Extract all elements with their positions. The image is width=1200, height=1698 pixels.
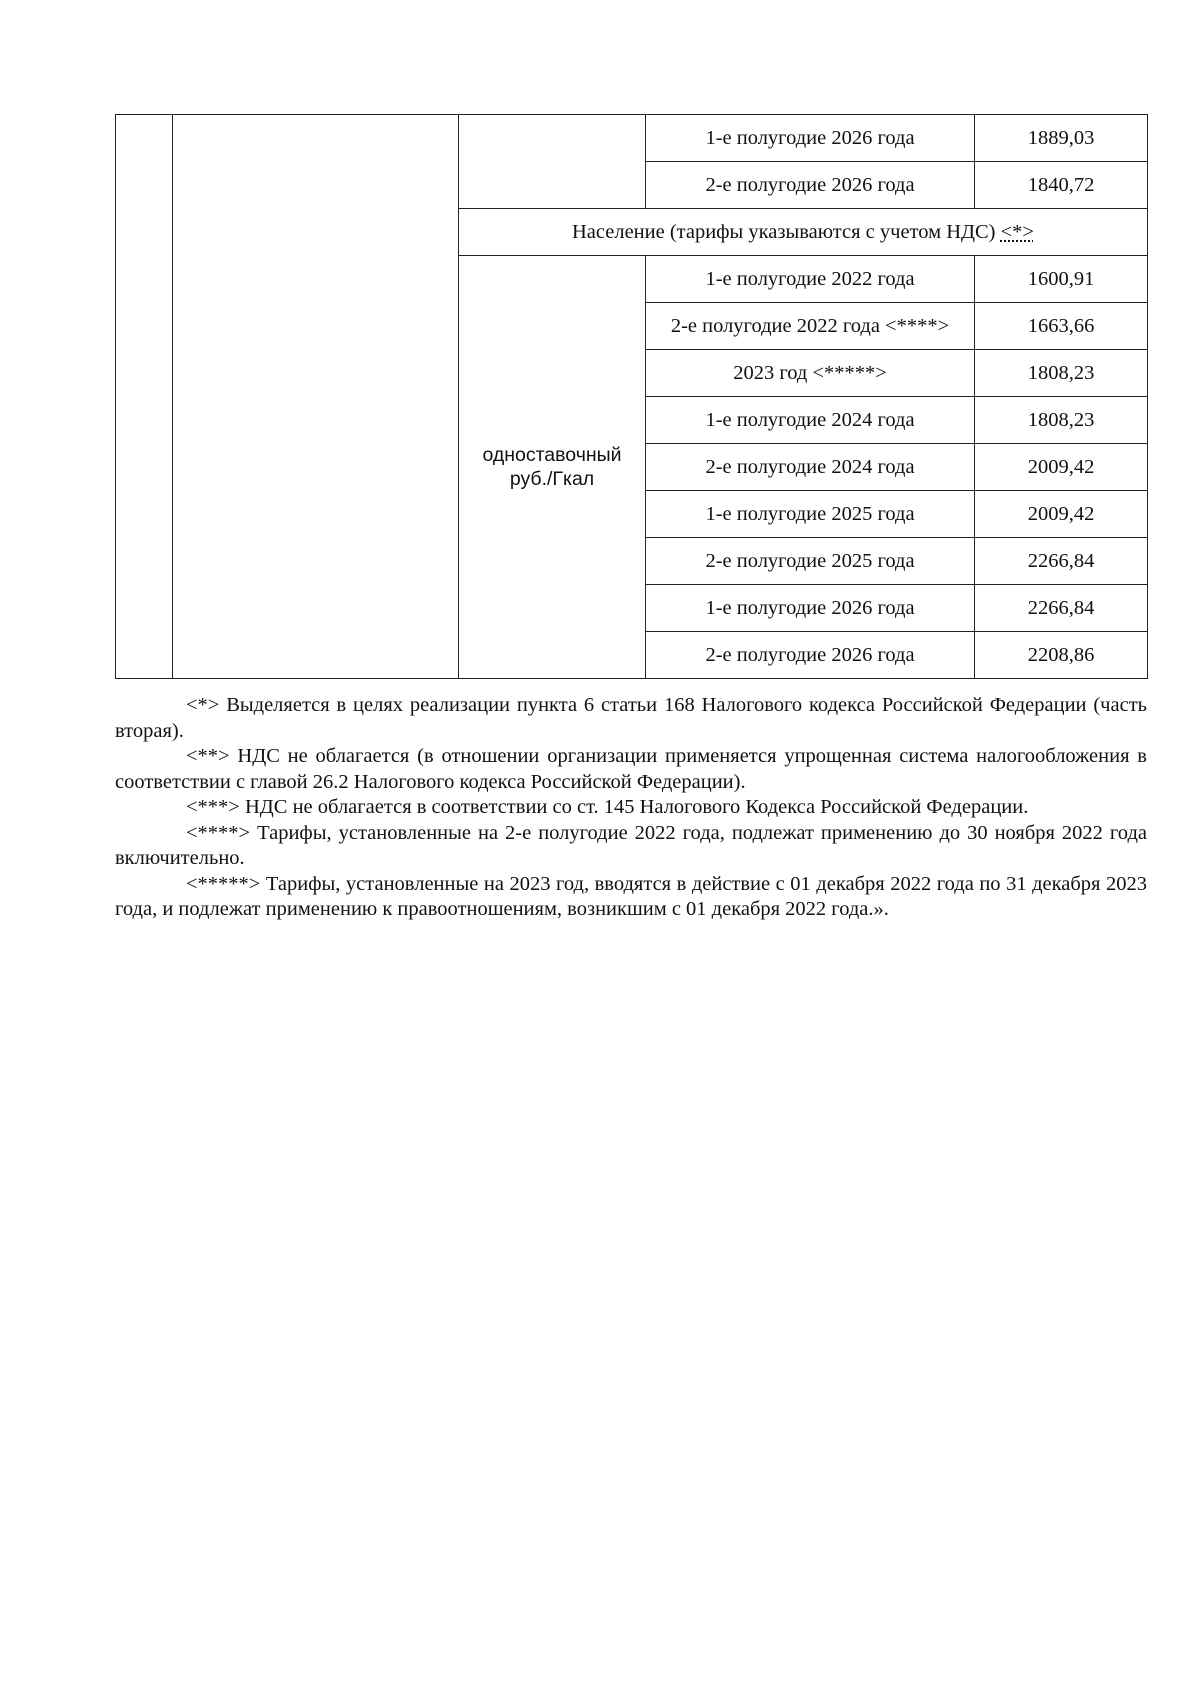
table-cell-period: 1-е полугодие 2026 года <box>646 115 975 162</box>
table-cell-organization <box>173 115 459 679</box>
table-cell-number <box>116 115 173 679</box>
table-cell-period: 2-е полугодие 2026 года <box>646 162 975 209</box>
table-cell-tariff-type <box>459 256 646 679</box>
table-row <box>116 115 1148 162</box>
table-cell-value: 2009,42 <box>975 491 1148 538</box>
tariff-unit-label: руб./Гкал <box>509 468 595 490</box>
table-cell-period: 1-е полугодие 2022 года <box>646 256 975 303</box>
table-cell-period: 1-е полугодие 2026 года <box>646 585 975 632</box>
table-cell-period: 1-е полугодие 2024 года <box>646 397 975 444</box>
table-cell-value: 2208,86 <box>975 632 1148 679</box>
footnote: <***> НДС не облагается в соответствии со ст. 145 Налогового Кодекса Российской Федерации. <box>186 796 1029 818</box>
table-cell-value: 2266,84 <box>975 538 1148 585</box>
footnote: <**> НДС не облагается (в отношении организации применяется упрощенная система налогообложения в соответствии с главой 26.2 Налогового кодекса Российской Федерации). <box>115 745 1147 793</box>
table-cell-value: 2009,42 <box>975 444 1148 491</box>
table-cell-period: 1-е полугодие 2025 года <box>646 491 975 538</box>
table-cell-period: 2-е полугодие 2026 года <box>646 632 975 679</box>
table-cell-tariff-type <box>459 115 646 209</box>
table-cell-value: 2266,84 <box>975 585 1148 632</box>
table-cell-period: 2023 год <*****> <box>646 350 975 397</box>
population-header-cell <box>459 209 1148 256</box>
population-header-text: Население (тарифы указываются с учетом НДС) <box>572 220 996 243</box>
tariff-table <box>115 114 1148 679</box>
table-cell-value: 1889,03 <box>975 115 1148 162</box>
footnote-ref-link[interactable]: <*> <box>1000 220 1034 243</box>
footnote: <****> Тарифы, установленные на 2-е полугодие 2022 года, подлежат применению до 30 ноября 2022 года включительно. <box>115 821 1147 869</box>
footnote: <*****> Тарифы, установленные на 2023 год, вводятся в действие с 01 декабря 2022 года по 31 декабря 2023 года, и подлежат применению к правоотношениям, возникшим с 01 декабря 2022 года.». <box>115 872 1147 920</box>
table-cell-value: 1663,66 <box>975 303 1148 350</box>
table-cell-value: 1808,23 <box>975 397 1148 444</box>
table-cell-value: 1808,23 <box>975 350 1148 397</box>
footnote: <*> Выделяется в целях реализации пункта 6 статьи 168 Налогового кодекса Российской Федерации (часть вторая). <box>115 694 1147 742</box>
table-cell-value: 1600,91 <box>975 256 1148 303</box>
table-cell-period: 2-е полугодие 2025 года <box>646 538 975 585</box>
tariff-type-label: одноставочный <box>482 444 622 466</box>
table-cell-value: 1840,72 <box>975 162 1148 209</box>
table-cell-period: 2-е полугодие 2024 года <box>646 444 975 491</box>
footnotes <box>115 693 1147 923</box>
table-cell-period: 2-е полугодие 2022 года <****> <box>646 303 975 350</box>
